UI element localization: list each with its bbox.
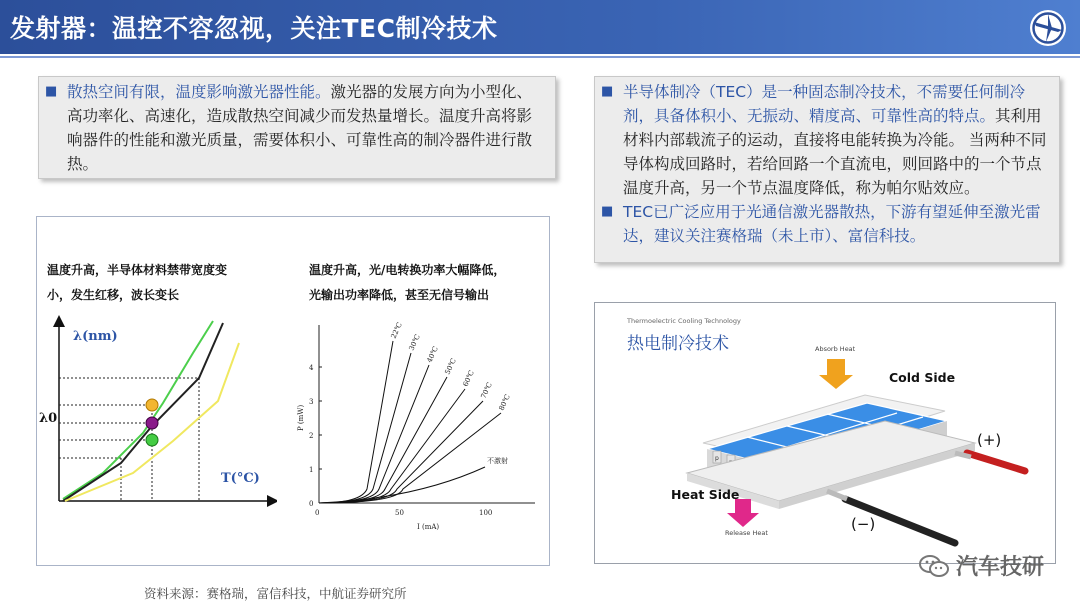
- header-divider: [0, 56, 1080, 58]
- pi-curve: [319, 389, 465, 503]
- tec-minus-label: (−): [851, 515, 876, 533]
- power-current-chart: [295, 321, 545, 533]
- pi-xtick-label: 50: [395, 509, 404, 517]
- pi-ytick-label: 2: [309, 432, 314, 440]
- pi-nolase-curve: [319, 467, 485, 503]
- pi-ylabel: P (mW): [297, 404, 305, 431]
- pi-ytick-label: 3: [309, 398, 314, 406]
- left-body: 激光器的发展方向为小型化、高功率化、高速化，造成散热空间减少而发热量增长。温度升高将影响器件的性能和激光质量，需要体积小、可靠性高的制冷器件进行散热。: [67, 83, 533, 173]
- absorb-arrow-icon: [819, 375, 853, 389]
- left-paragraph: [67, 80, 549, 176]
- laser-temperature-figure: [36, 216, 550, 566]
- watermark-text: 汽车技研: [955, 555, 1044, 580]
- right-chart-caption-1: 温度升高，光/电转换功率大幅降低，: [309, 263, 506, 277]
- tec-plus-label: (+): [977, 431, 1002, 449]
- marker-purple: [146, 417, 158, 429]
- pi-curve-label: 40℃: [425, 345, 440, 364]
- header-bar: [0, 0, 1080, 54]
- pi-curve-label: 80℃: [497, 393, 512, 412]
- pi-curve-label: 30℃: [407, 333, 422, 352]
- pi-curve: [319, 413, 501, 503]
- marker-green: [146, 434, 158, 446]
- marker-orange: [146, 399, 158, 411]
- tec-cold-label: Cold Side: [889, 370, 956, 385]
- right-body-1: 其利用材料内部载流子的运动，直接将电能转换为冷能。 当两种不同导体构成回路时，若给回路一个直流电，则回路中的一个节点温度升高，另一个节点温度降低，称为帕尔贴效应。: [623, 107, 1047, 197]
- tec-p-label: p: [715, 455, 719, 462]
- pi-xtick-label: 100: [479, 509, 493, 517]
- left-text-box: [38, 76, 556, 179]
- left-chart-caption-2: 小，发生红移，波长变长: [47, 288, 180, 302]
- pi-xtick-label: 0: [315, 509, 320, 517]
- tec-absorb-label: Absorb Heat: [815, 345, 856, 353]
- pi-curve-label: 70℃: [479, 381, 494, 400]
- right-paragraph-2: TEC已广泛应用于光通信激光器散热，下游有望延伸至激光雷达，建议关注赛格瑞（未上市）、富信科技。: [623, 203, 1041, 245]
- pi-curve-label: 22℃: [389, 321, 404, 340]
- wechat-icon: [918, 553, 950, 579]
- pi-curve: [319, 341, 393, 503]
- pi-curve: [319, 401, 483, 503]
- left-chart-ylabel: λ(nm): [73, 329, 118, 344]
- curve-green: [63, 321, 213, 499]
- release-arrow-icon: [727, 513, 759, 527]
- tec-subtitle: Thermoelectric Cooling Technology: [627, 317, 741, 325]
- tec-title: 热电制冷技术: [627, 334, 729, 354]
- tec-release-label: Release Heat: [725, 529, 768, 537]
- left-chart-caption-1: 温度升高，半导体材料禁带宽度变: [47, 263, 228, 277]
- pi-xlabel: I (mA): [417, 523, 440, 531]
- pi-curve-label: 50℃: [443, 357, 458, 376]
- avic-logo-icon: [1028, 8, 1068, 48]
- pi-ytick-label: 4: [309, 364, 314, 372]
- right-paragraph-1: [623, 80, 1055, 200]
- left-chart-y0: λ0: [39, 411, 58, 426]
- watermark: [918, 550, 1044, 581]
- square-bullet-icon: ■: [601, 204, 614, 219]
- tec-diagram-panel: [594, 302, 1056, 564]
- square-bullet-icon: ■: [45, 84, 58, 99]
- source-note: 资料来源：赛格瑞，富信科技，中航证券研究所: [144, 586, 407, 601]
- left-chart-xlabel: T(°C): [221, 471, 260, 486]
- right-text-box: [594, 76, 1060, 263]
- tec-heat-label: Heat Side: [671, 487, 740, 502]
- right-chart-caption-2: 光输出功率降低，甚至无信号输出: [309, 288, 490, 302]
- right-highlight-1: 半导体制冷（TEC）是一种固态制冷技术，不需要任何制冷剂，具备体积小、无振动、精度高、可靠性高的特点。: [623, 83, 1026, 125]
- pi-nolase: 不激射: [487, 457, 508, 465]
- pi-ytick-label: 1: [309, 466, 314, 474]
- square-bullet-icon: ■: [601, 84, 614, 99]
- pi-curve-label: 60℃: [461, 369, 476, 388]
- left-highlight: 散热空间有限，温度影响激光器性能。: [67, 83, 331, 101]
- pi-ytick-label: 0: [309, 500, 314, 508]
- page-title: 发射器：温控不容忽视，关注TEC制冷技术: [10, 14, 498, 43]
- pi-curve: [319, 365, 429, 503]
